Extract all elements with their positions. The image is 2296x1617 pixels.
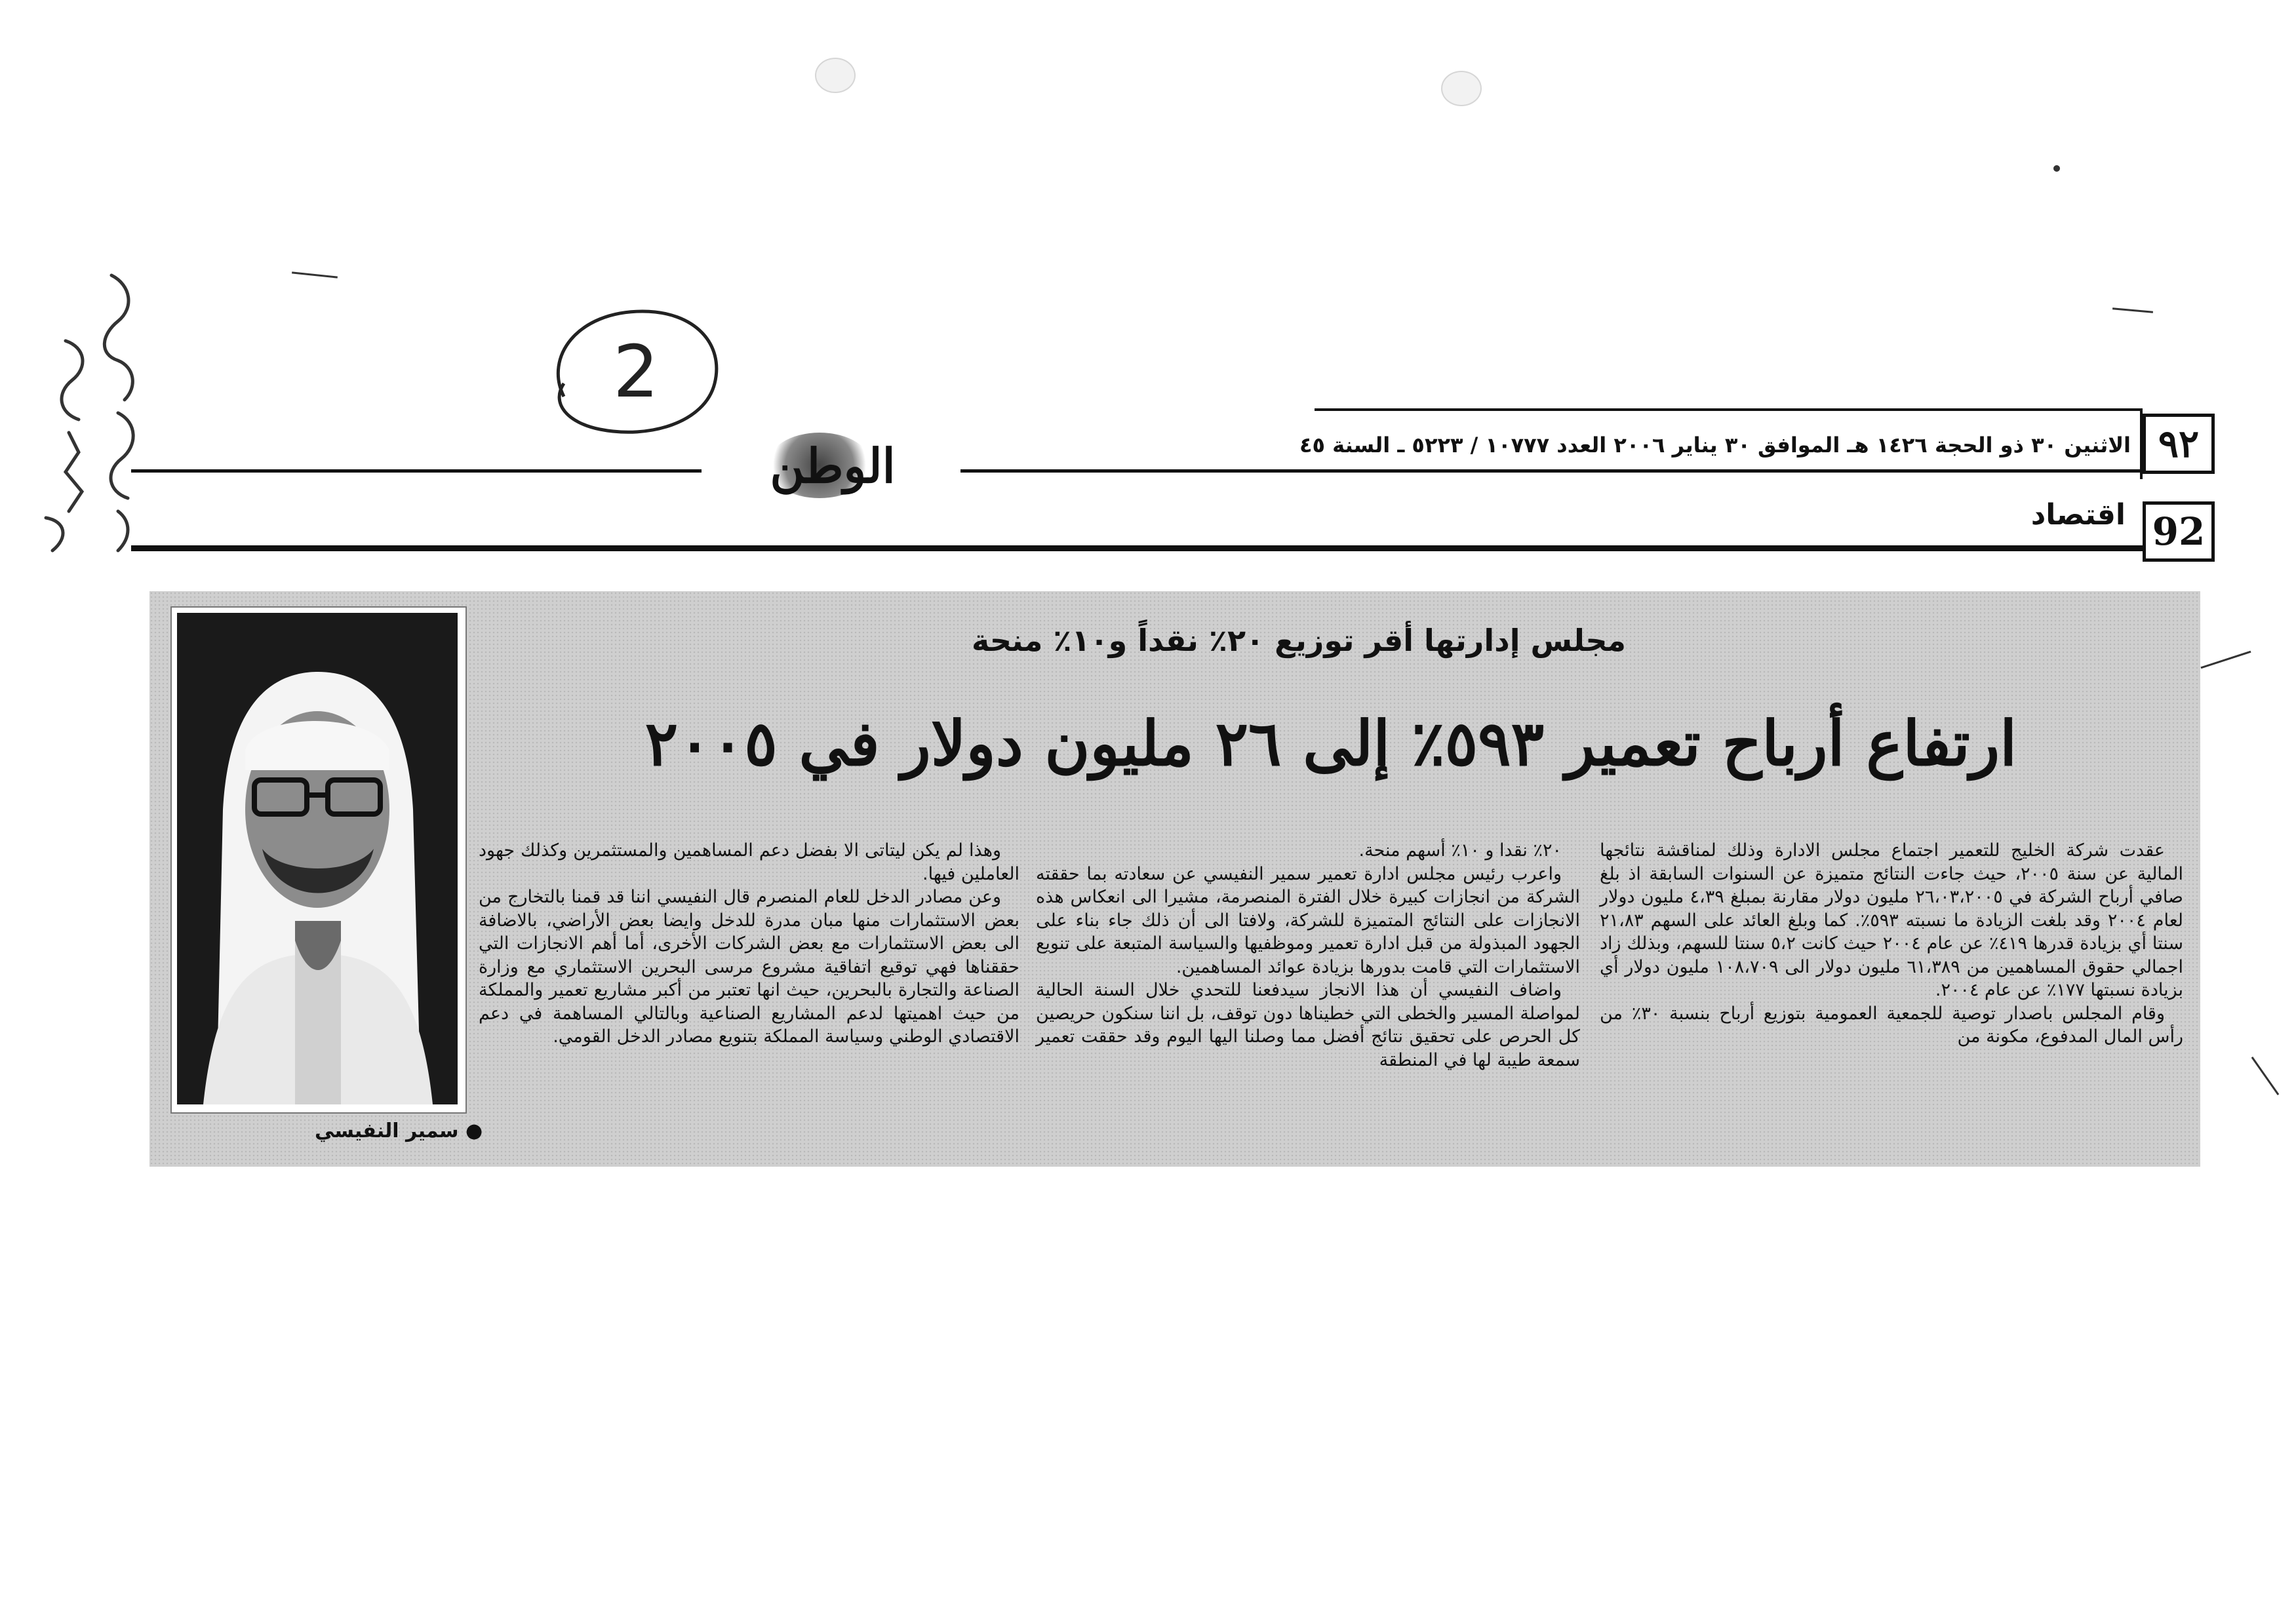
punch-hole-left	[815, 58, 856, 93]
masthead-right-rule	[960, 469, 2141, 473]
scan-mark	[2200, 651, 2251, 669]
portrait-figure	[177, 613, 458, 1104]
column-2-paragraph-2: واعرب رئيس مجلس ادارة تعمير سمير النفيسي عن سعادته بما حققته الشركة من انجازات كبيرة خلال الفترة المنصرمة، مشيرا الى انعكاس هذه الانجازات على النتائج المتميزة للشركة، ولافتا الى أن ذلك جاء بناء على الجهود المبذولة من قبل ادارة تعمير وموظفيها والسياسة المتبعة على تنويع الاستثمارات التي قامت بدورها بزيادة عوائد المساهمين.	[1036, 863, 1580, 977]
page-number-box	[2143, 414, 2215, 474]
dateline: الاثنين ٣٠ ذو الحجة ١٤٢٦ هـ الموافق ٣٠ يناير ٢٠٠٦ العدد ١٠٧٧٧ / ٥٢٢٣ ـ السنة ٤٥	[1299, 433, 2131, 458]
punch-hole-right	[1441, 71, 1482, 106]
section-page-number-box	[2143, 501, 2215, 562]
caption-bullet: ●	[465, 1120, 483, 1142]
masthead-bottom-rule	[131, 545, 2203, 551]
scan-mark	[2053, 165, 2060, 172]
article-headline: ارتفاع أرباح تعمير ٥٩٣٪ إلى ٢٦ مليون دولار في ٢٠٠٥	[644, 708, 2017, 780]
scan-mark	[2251, 1057, 2280, 1095]
caption-text: سمير النفيسي	[315, 1120, 459, 1142]
page-number: ٩٢	[2158, 421, 2200, 466]
photo-caption	[315, 1120, 483, 1142]
masthead-left-rule	[131, 469, 702, 473]
column-2-paragraph-3: واضاف النفيسي أن هذا الانجاز سيدفعنا للتحدي خلال السنة الحالية لمواصلة المسير والخطى التي خطيناها دون توقف، بل اننا سنكون حريصين كل الحرص على تحقيق نتائج أفضل مما وصلنا اليها اليوم وقد حققت تعمير سمعة طيبة لها في المنطقة	[1036, 980, 1580, 1070]
article-kicker: مجلس إدارتها أقر توزيع ٢٠٪ نقداً و١٠٪ منحة	[972, 623, 1626, 658]
column-1-paragraph-2: وقام المجلس باصدار توصية للجمعية العمومية بتوزيع أرباح بنسبة ٣٠٪ من رأس المال المدفوع، مكونة من	[1600, 1003, 2183, 1047]
handwritten-circled-number	[538, 298, 728, 449]
article-column-3	[479, 839, 1019, 1049]
column-1-paragraph-1: عقدت شركة الخليج للتعمير اجتماع مجلس الادارة وذلك لمناقشة نتائجها المالية عن سنة ٢٠٠٥، حيث جاءت النتائج متميزة عن السنوات السابقة اذ بلغ صافي أرباح الشركة في ٢٦،٠٣،٢٠٠٥ مليون دولار مقارنة بمبلغ ٤،٣٩ مليون دولار لعام ٢٠٠٤ وقد بلغت الزيادة ما نسبته ٥٩٣٪. كما وبلغ العائد على السهم ٢١،٨٣ سنتا أي بزيادة قدرها ٤١٩٪ عن عام ٢٠٠٤ حيث كانت ٥،٢ سنتا للسهم، وبذلك زاد اجمالي حقوق المساهمين من ٦١،٣٨٩ مليون دولار الى ١٠٨،٧٠٩ مليون دولار أي بزيادة نسبتها ١٧٧٪ عن عام ٢٠٠٤.	[1600, 840, 2183, 1000]
newspaper-logo: الوطن	[770, 437, 896, 494]
section-page-number: 92	[2152, 509, 2206, 554]
column-2-paragraph-1: ٢٠٪ نقدا و ١٠٪ أسهم منحة.	[1358, 840, 1562, 861]
handwritten-digit: 2	[613, 330, 659, 414]
column-3-paragraph-2: وعن مصادر الدخل للعام المنصرم قال النفيسي اننا قد قمنا بالتخارج من بعض الاستثمارات منها مبان مدرة للدخل وايضا بعض الأراضي، بالاضافة الى بعض الاستثمارات مع بعض الشركات الأخرى، أما أهم الانجازات التي حققناها فهي توقيع اتفاقية مشروع مرسى البحرين الاستثماري مع وزارة الصناعة والتجارة بالبحرين، حيث انها تعتبر من أكبر مشاريع تعمير والمملكة من حيث اهميتها لدعم المشاريع الصناعية وبالتالي المساهمة في دعم الاقتصادي الوطني وسياسة المملكة بتنويع مصادر الدخل القومي.	[479, 887, 1019, 1047]
scan-mark	[2112, 307, 2153, 313]
article-column-2	[1036, 839, 1580, 1072]
scan-mark	[292, 271, 338, 278]
column-3-paragraph-1: وهذا لم يكن ليتاتى الا بفضل دعم المساهمين والمستثمرين وكذلك جهود العاملين فيها.	[479, 840, 1019, 884]
section-title: اقتصاد	[2030, 498, 2126, 532]
portrait-photo	[177, 613, 458, 1104]
article-column-1	[1600, 839, 2183, 1049]
masthead-top-rule	[1315, 408, 2142, 411]
handwritten-margin-note	[20, 262, 151, 564]
